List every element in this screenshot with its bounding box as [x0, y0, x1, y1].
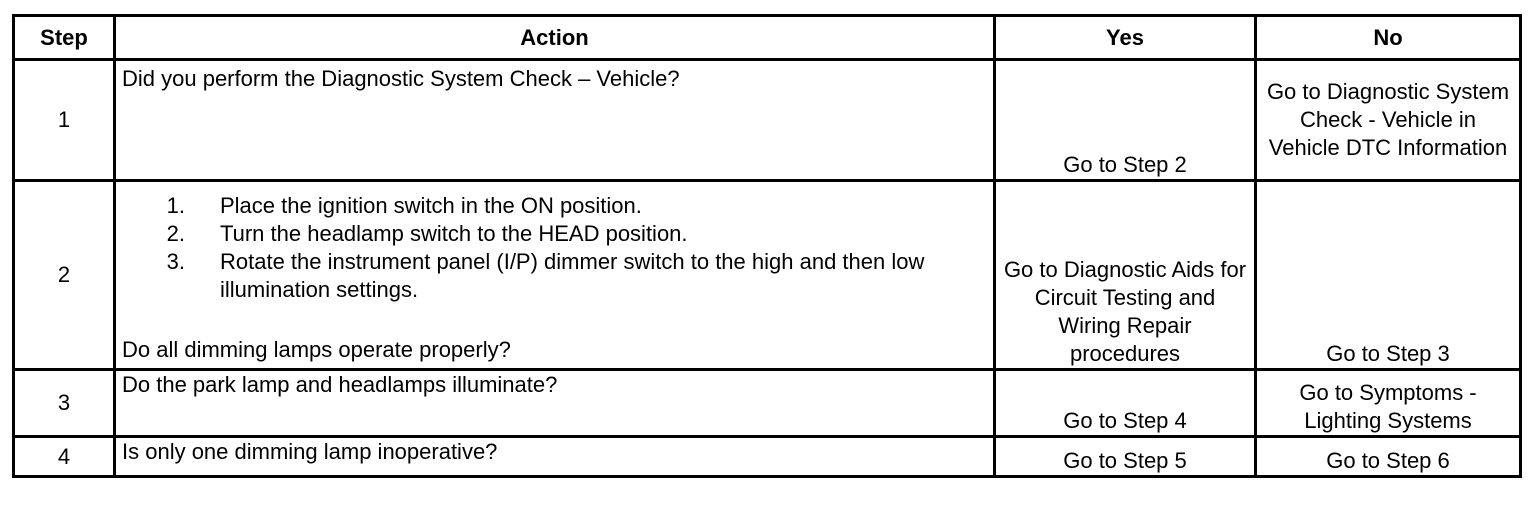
action-cell — [115, 370, 995, 437]
header-yes: Yes — [995, 16, 1256, 60]
substep-item — [122, 220, 987, 248]
diagnostic-table — [12, 14, 1522, 478]
substep-text: Place the ignition switch in the ON position. — [220, 193, 642, 218]
step-number: 3 — [14, 370, 115, 437]
table-row — [14, 60, 1521, 181]
substep-item — [122, 192, 987, 220]
substep-list — [122, 192, 987, 304]
header-row — [14, 16, 1521, 60]
header-no: No — [1256, 16, 1521, 60]
substep-number: 3. — [166, 249, 185, 274]
table-row — [14, 181, 1521, 370]
step-number: 4 — [14, 437, 115, 477]
substep-text: Turn the headlamp switch to the HEAD position. — [220, 221, 688, 246]
table-row — [14, 370, 1521, 437]
substep-text: Rotate the instrument panel (I/P) dimmer switch to the high and then low illumination settings. — [220, 249, 925, 302]
action-question: Do all dimming lamps operate properly? — [122, 337, 511, 362]
table-row — [14, 437, 1521, 477]
action-cell — [115, 60, 995, 181]
header-action: Action — [115, 16, 995, 60]
action-question: Is only one dimming lamp inoperative? — [122, 439, 498, 464]
yes-cell: Go to Diagnostic Aids for Circuit Testing and Wiring Repair procedures — [995, 181, 1256, 370]
substep-item — [122, 248, 987, 304]
no-cell: Go to Step 6 — [1256, 437, 1521, 477]
yes-cell: Go to Step 4 — [995, 370, 1256, 437]
step-number: 1 — [14, 60, 115, 181]
step-number: 2 — [14, 181, 115, 370]
action-question: Do the park lamp and headlamps illuminate? — [122, 372, 558, 397]
yes-cell: Go to Step 2 — [995, 60, 1256, 181]
no-cell: Go to Symptoms - Lighting Systems — [1256, 370, 1521, 437]
substep-number: 1. — [166, 193, 185, 218]
no-cell: Go to Step 3 — [1256, 181, 1521, 370]
yes-cell: Go to Step 5 — [995, 437, 1256, 477]
action-cell — [115, 181, 995, 370]
substep-number: 2. — [166, 221, 185, 246]
header-step: Step — [14, 16, 115, 60]
no-cell: Go to Diagnostic System Check - Vehicle in Vehicle DTC Information — [1256, 60, 1521, 181]
action-cell — [115, 437, 995, 477]
action-question: Did you perform the Diagnostic System Check – Vehicle? — [122, 66, 680, 91]
